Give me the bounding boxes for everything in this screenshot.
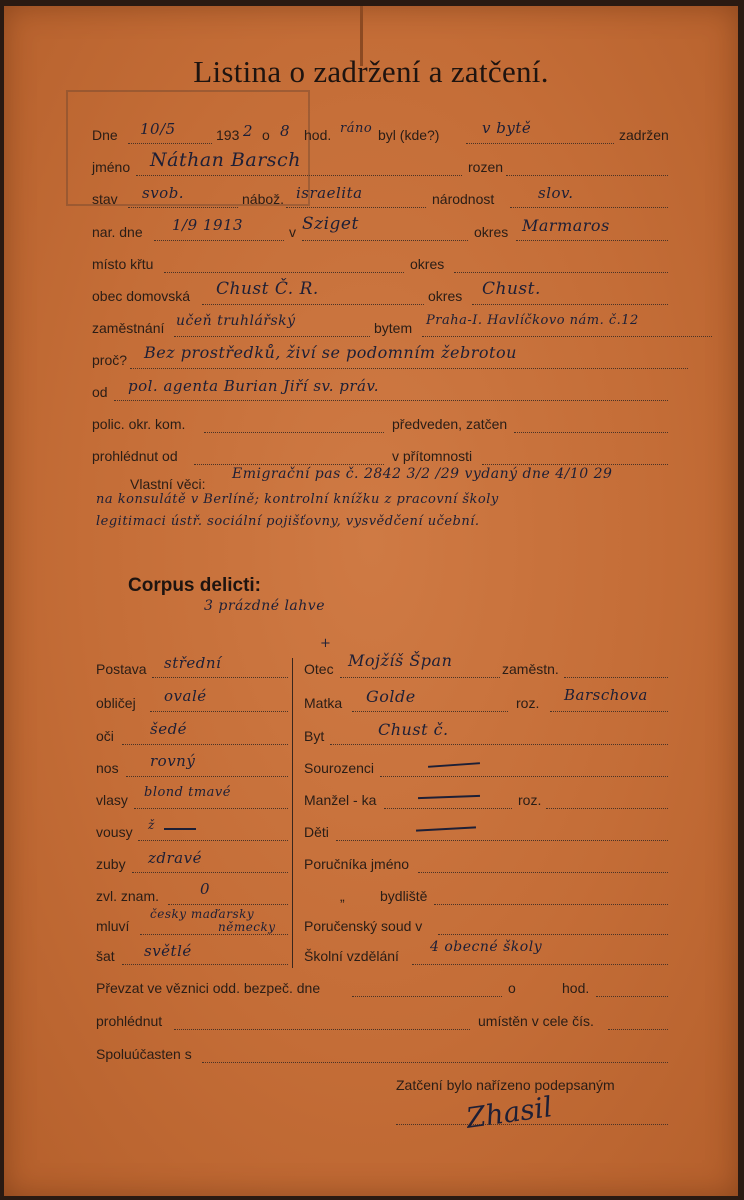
hw-proc: Bez prostředků, živí se podomním žebrotou <box>144 343 517 362</box>
line <box>352 996 502 997</box>
label-zvl-znam: zvl. znam. <box>96 888 160 904</box>
hw-ampm: ráno <box>340 121 373 136</box>
label-zadrzen: zadržen <box>619 127 669 143</box>
line <box>516 240 668 241</box>
line <box>202 304 424 305</box>
line <box>140 934 288 935</box>
hw-nar-date: 1/9 1913 <box>172 216 244 234</box>
hw-nar-place: Sziget <box>302 214 359 234</box>
label-prohlednut: prohlédnut <box>96 1013 163 1029</box>
signature: Zhasil <box>464 1090 555 1135</box>
line <box>336 840 668 841</box>
line <box>352 711 508 712</box>
label-rozen: rozen <box>468 159 504 175</box>
column-divider <box>292 658 293 968</box>
hw-nos: rovný <box>150 752 196 770</box>
label-mluvi: mluví <box>96 918 130 934</box>
hw-byt: Chust č. <box>378 720 449 739</box>
label-stav: stav <box>92 191 118 207</box>
line <box>154 240 284 241</box>
dash-mark <box>418 795 480 799</box>
hw-date: 10/5 <box>140 120 176 138</box>
label-vousy: vousy <box>96 824 133 840</box>
line <box>194 464 384 465</box>
label-roz: roz. <box>516 695 540 711</box>
line <box>384 808 512 809</box>
line <box>418 872 668 873</box>
hw-bytem: Praha-I. Havlíčkovo nám. č.12 <box>426 313 639 328</box>
label-dne: Dne <box>92 127 118 143</box>
label-bytem: bytem <box>374 320 413 336</box>
line <box>122 744 288 745</box>
label-matka: Matka <box>304 695 343 711</box>
line <box>132 872 288 873</box>
label-umisten: umístěn v cele čís. <box>478 1013 594 1029</box>
hw-obec-okres: Chust. <box>482 279 541 299</box>
line <box>302 240 468 241</box>
label-okres: okres <box>474 224 509 240</box>
hw-vlastni-line1: Emigrační pas č. 2842 3/2 /29 vydaný dne 4/10 29 <box>232 466 613 482</box>
line <box>438 934 668 935</box>
line <box>122 964 288 965</box>
label-porucensky-soud: Poručenský soud v <box>304 918 423 934</box>
label-zamestnani: zaměstnání <box>92 320 165 336</box>
faded-stamp <box>66 90 310 206</box>
line <box>506 175 668 176</box>
line <box>114 400 668 401</box>
hw-oci: šedé <box>150 720 188 738</box>
label-otec: Otec <box>304 661 334 677</box>
hw-nar-okres: Marmaros <box>522 216 610 235</box>
hw-mluvi-2: německy <box>218 920 276 934</box>
line <box>138 840 288 841</box>
line <box>510 207 668 208</box>
hw-mluvi-1: česky maďarsky <box>150 907 255 921</box>
label-zamestn: zaměstn. <box>502 661 559 677</box>
line <box>202 1062 668 1063</box>
label-naboz: nábož. <box>242 191 285 207</box>
label-hod2: hod. <box>562 980 590 996</box>
label-bydliste: bydliště <box>380 888 428 904</box>
hw-vlastni-line3: legitimaci ústř. sociální pojišťovny, vysvědčení učební. <box>96 514 480 529</box>
hw-otec: Mojžíš Špan <box>348 651 453 670</box>
hw-obec: Chust Č. R. <box>216 279 319 299</box>
line <box>412 964 668 965</box>
label-skolni: Školní vzdělání <box>304 948 399 964</box>
line <box>330 744 668 745</box>
label-o2: o <box>508 980 516 996</box>
line <box>422 336 712 337</box>
label-quote: „ <box>340 888 345 904</box>
hw-matka-roz: Barschova <box>564 686 648 704</box>
hw-vlasy: blond tmavé <box>144 785 231 800</box>
label-byl-kde: byl (kde?) <box>378 127 440 143</box>
label-zatceni: Zatčení bylo nařízeno podepsaným <box>396 1077 615 1093</box>
hw-corpus: 3 prázdné lahve <box>204 598 325 614</box>
hw-narodnost: slov. <box>538 184 574 202</box>
hw-hour: 8 <box>280 122 291 140</box>
line <box>340 677 500 678</box>
hw-postava: střední <box>164 654 222 672</box>
hw-year-digit: 2 <box>243 122 254 140</box>
label-sourozenci: Sourozenci <box>304 760 375 776</box>
hw-vousy: ž <box>148 818 155 832</box>
hw-stav: svob. <box>142 184 185 202</box>
hw-nabozenstvi: israelita <box>296 184 363 202</box>
line <box>164 272 404 273</box>
label-porucnika: Poručníka jméno <box>304 856 410 872</box>
label-year: 193 <box>216 127 240 143</box>
label-roz2: roz. <box>518 792 542 808</box>
label-oblicej: obličej <box>96 695 136 711</box>
label-nos: nos <box>96 760 119 776</box>
line <box>204 432 384 433</box>
hw-name: Náthan Barsch <box>150 149 301 171</box>
dash-mark <box>164 828 196 830</box>
line <box>128 207 238 208</box>
line <box>134 808 288 809</box>
hw-matka: Golde <box>366 687 416 706</box>
hw-sat: světlé <box>144 942 192 960</box>
label-okres2: okres <box>410 256 445 272</box>
line <box>550 711 668 712</box>
label-spoluucasten: Spoluúčasten s <box>96 1046 192 1062</box>
hw-od: pol. agenta Burian Jiří sv. práv. <box>128 377 379 395</box>
document-title: Listina o zadržení a zatčení. <box>193 54 549 89</box>
label-jmeno: jméno <box>92 159 131 175</box>
line <box>380 776 668 777</box>
label-narodnost: národnost <box>432 191 495 207</box>
line <box>128 143 212 144</box>
line <box>514 432 668 433</box>
line <box>174 336 370 337</box>
line <box>466 143 614 144</box>
label-oci: oči <box>96 728 114 744</box>
label-v: v <box>289 224 296 240</box>
label-sat: šat <box>96 948 115 964</box>
dash-mark <box>428 762 480 768</box>
hw-zuby: zdravé <box>148 849 202 867</box>
line <box>608 1029 668 1030</box>
line <box>472 304 668 305</box>
label-postava: Postava <box>96 661 147 677</box>
line <box>152 677 288 678</box>
hw-otec-mark: + <box>320 636 332 651</box>
label-prohlednut-od: prohlédnut od <box>92 448 178 464</box>
hw-vlastni-line2: na konsulátě v Berlíně; kontrolní knížku z pracovní školy <box>96 492 499 507</box>
label-misto-krtu: místo křtu <box>92 256 154 272</box>
hw-zamestnani: učeň truhlářský <box>176 313 296 329</box>
label-manzel: Manžel - ka <box>304 792 377 808</box>
line <box>130 368 688 369</box>
label-byt: Byt <box>304 728 325 744</box>
line <box>546 808 668 809</box>
line <box>150 711 288 712</box>
label-deti: Děti <box>304 824 329 840</box>
hw-zvl-znam: 0 <box>200 880 211 898</box>
line <box>174 1029 470 1030</box>
label-polic-okr-kom: polic. okr. kom. <box>92 416 186 432</box>
label-vlastni-veci: Vlastní věci: <box>130 476 206 492</box>
label-predveden: předveden, zatčen <box>392 416 508 432</box>
label-zuby: zuby <box>96 856 126 872</box>
label-prevzat: Převzat ve věznici odd. bezpeč. dne <box>96 980 321 996</box>
dash-mark <box>416 826 476 831</box>
line <box>482 464 668 465</box>
label-obec-domovska: obec domovská <box>92 288 191 304</box>
hw-oblicej: ovalé <box>164 687 207 705</box>
label-okres3: okres <box>428 288 463 304</box>
line <box>168 904 288 905</box>
label-proc: proč? <box>92 352 128 368</box>
label-o: o <box>262 127 270 143</box>
label-corpus-delicti: Corpus delicti: <box>128 575 262 596</box>
label-nar-dne: nar. dne <box>92 224 143 240</box>
label-v-pritomnosti: v přítomnosti <box>392 448 473 464</box>
hw-skolni: 4 obecné školy <box>430 939 543 955</box>
line <box>454 272 668 273</box>
line <box>564 677 668 678</box>
line <box>434 904 668 905</box>
label-od: od <box>92 384 108 400</box>
label-hod: hod. <box>304 127 332 143</box>
line <box>286 207 426 208</box>
line <box>596 996 668 997</box>
arrest-record-sheet <box>4 6 738 1196</box>
line <box>136 175 462 176</box>
line <box>126 776 288 777</box>
hw-kde: v bytě <box>482 119 532 137</box>
label-vlasy: vlasy <box>96 792 128 808</box>
